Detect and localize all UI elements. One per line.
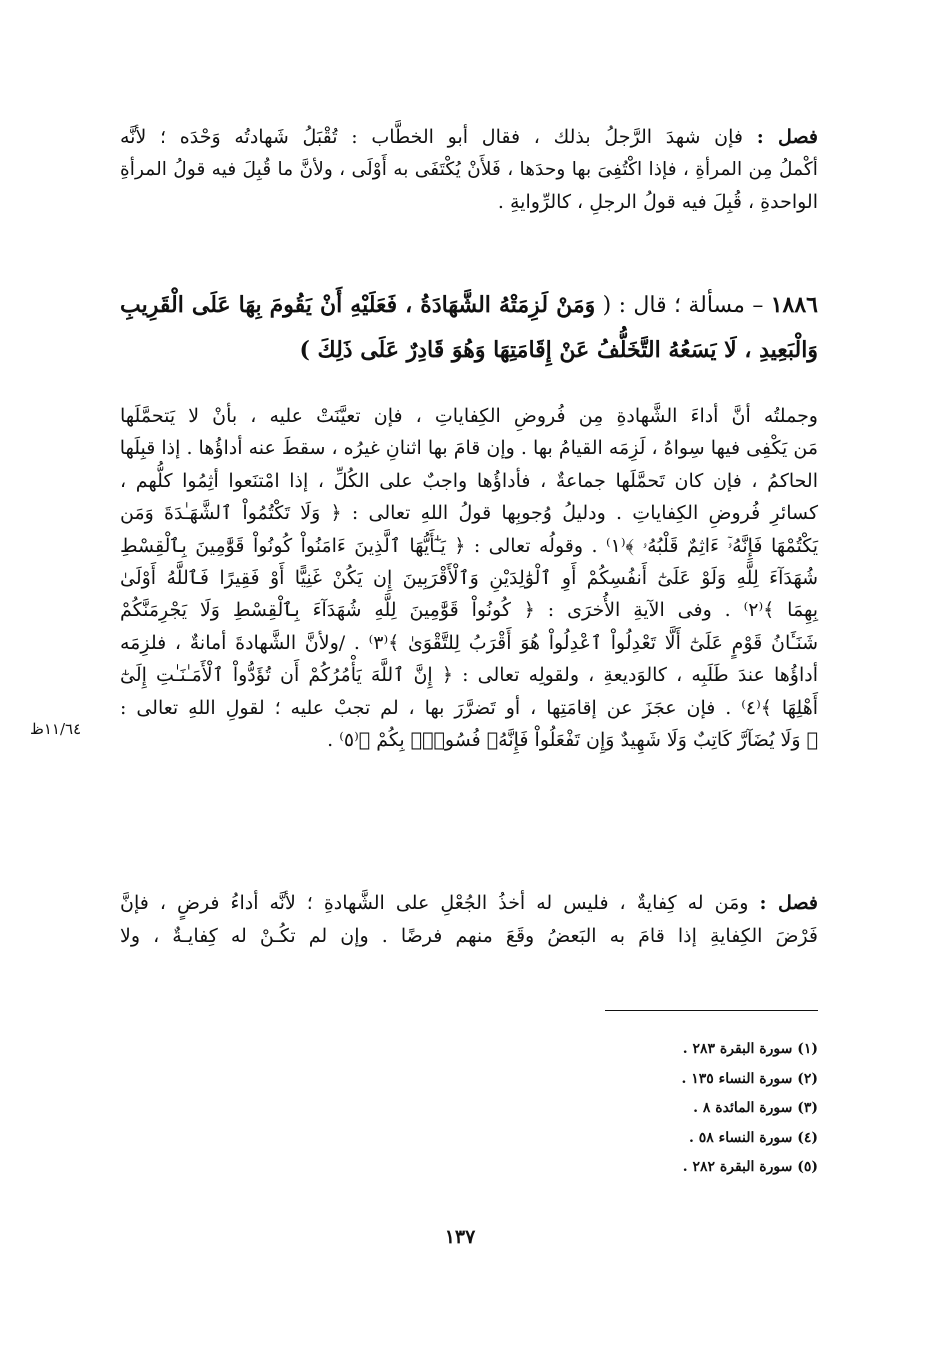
text-line: بِهِمَا ﴾⁽٢⁾ . وفى الآيةِ الأُخرَى : ﴿ كُونُواْ قَوَّٰمِينَ لِلَّهِ شُهَدَآءَ بِٱلْقِسْطِ وَلَا يَجْرِمَنَّكُمْ xyxy=(120,599,818,622)
footnote: (٥) سورة البقرة ٢٨٢ . xyxy=(682,1159,818,1175)
text-line: كسائرِ فُروضِ الكِفاياتِ . ودليلُ وُجوبِها قولُ اللهِ تعالى : ﴿ وَلَا تَكْتُمُواْ ٱلشَّهَـٰدَةَ وَمَن xyxy=(120,502,818,525)
footnote: (٢) سورة النساء ١٣٥ . xyxy=(681,1070,818,1087)
text-line xyxy=(120,887,818,920)
commentary-paragraph xyxy=(120,400,818,756)
line-text: ومَن له كِفايةٌ ، فليس له أخذُ الجُعْلِ على الشَّهادةِ ؛ لأنَّه أداءُ فرضٍ ، فإنَّ xyxy=(120,892,749,914)
text-line xyxy=(120,121,818,154)
text-line: مَن يَكْفِى فيها سِواهُ ، لَزِمَه القيامُ بها . وإن قامَ بها اثنانِ غيرُه ، سقطَ عنه أداؤُها . إذا قبِلَها xyxy=(119,437,818,460)
text-line: أداؤُها عندَ طَلَبِه ، كالوَديعةِ ، ولقولِه تعالى : ﴿ إِنَّ ٱللَّهَ يَأْمُرُكُمْ أَن تُؤَدُّواْ ٱلْأَمَـٰنَـٰتِ إِلَىٰٓ xyxy=(120,664,818,687)
section-heading: فصل : xyxy=(759,892,819,914)
section-heading: فصل : xyxy=(756,126,819,148)
masala-number: ١٨٨٦ xyxy=(770,292,818,318)
masala-block xyxy=(120,283,818,372)
footnote: (٤) سورة النساء ٥٨ . xyxy=(689,1129,818,1146)
text-line: الحاكمُ ، فإن كان تَحمَّلَها جماعةٌ ، فأداؤُها واجبٌ على الكُلِّ ، إذا امْتنَعوا أثِمُوا كلُّهم ، xyxy=(120,469,818,492)
text-line: شُهَدَآءَ لِلَّهِ وَلَوْ عَلَىٰٓ أَنفُسِكُمْ أَوِ ٱلْوَٰلِدَيْنِ وَٱلْأَقْرَبِينَ إِن يَكُنْ غَنِيًّا أَوْ فَقِيرًا فَٱللَّهُ أَوْلَىٰ xyxy=(120,567,818,590)
text-line: أكْملُ مِن المرأةِ ، فإذا اكْتُفِىَ بها وحدَها ، فَلأَنْ يُكْتَفَى به أَوْلَى ، ولأنَّ ما قُبِلَ فيه قولُ المرأةِ xyxy=(120,158,818,180)
masala-lead: – مسألة ؛ قال : ( xyxy=(602,293,764,318)
text-line: فَرْضَ الكِفايةِ إذا قامَ به البَعضُ وقَعَ منهم فرضًا . وإن لم تكُـنْ له كِفايـةٌ ، ولا xyxy=(120,924,818,947)
section-paragraph-1 xyxy=(120,121,818,219)
footnote: (٣) سورة المائدة ٨ . xyxy=(693,1100,818,1116)
text-line: الواحدةِ ، قُبِلَ فيه قولُ الرجلِ ، كالرِّوايةِ . xyxy=(497,191,818,213)
text-line: وجملتُه أنَّ أداءَ الشَّهادةِ مِن فُروضِ الكِفاياتِ ، فإن تعيَّنَتْ عليه ، بأنْ لا يَتحمَّلَها xyxy=(120,405,818,427)
text-line: ﴿ وَلَا يُضَآرَّ كَاتِبٌ وَلَا شَهِيدٌ وَإِن تَفْعَلُواْ فَإِنَّهُۥ فُسُوقٌۢ بِكُمْ ﴾⁽٥⁾ . xyxy=(327,729,818,752)
text-line: أَهْلِهَا ﴾⁽٤⁾ . فإن عجَزَ عن إقامَتِها ، أو تَضرَّرَ بها ، لم تجبْ عليه ؛ لقولِ اللهِ تعالى : xyxy=(120,696,818,719)
page-number: ١٣٧ xyxy=(444,1226,476,1248)
text-line: شَنَـَٔانُ قَوْمٍ عَلَىٰٓ أَلَّا تَعْدِلُواْ ٱعْدِلُواْ هُوَ أَقْرَبُ لِلتَّقْوَىٰ ﴾⁽٣⁾ . /ولأنَّ الشَّهادةَ أمانةٌ ، فلزِمَه xyxy=(120,631,818,654)
footnote-separator xyxy=(605,1010,818,1011)
masala-line-2: وَالْبَعِيدِ ، لَا يَسَعُهُ التَّخَلُّفُ عَنْ إِقَامَتِهَا وَهُوَ قَادِرٌ عَلَى ذَلِكَ ) xyxy=(299,337,818,363)
marginal-manuscript-reference: ١١/٦٤ظ xyxy=(30,720,82,738)
footnote: (١) سورة البقرة ٢٨٣ . xyxy=(682,1041,818,1057)
footnotes xyxy=(560,1035,818,1183)
section-paragraph-2 xyxy=(120,887,818,952)
masala-line-1 xyxy=(120,283,818,328)
masala-text: وَمَنْ لَزِمَتْهُ الشَّهَادَةُ ، فَعَلَيْهِ أَنْ يَقُومَ بِهَا عَلَى الْقَرِيبِ xyxy=(120,292,596,318)
line-text: فإن شهدَ الرَّجلُ بذلك ، فقال أبو الخطَّاب : تُقْبَلُ شَهادتُه وَحْدَه ؛ لأنَّه xyxy=(120,126,744,148)
text-line: يَكْتُمْهَا فَإِنَّهُۥٓ ءَاثِمٌ قَلْبُهُۥ ﴾⁽١⁾ . وقولُه تعالى : ﴿ يَـٰٓأَيُّهَا ٱلَّذِينَ ءَامَنُواْ كُونُواْ قَوَّٰمِينَ بِٱلْقِسْطِ xyxy=(120,534,818,557)
